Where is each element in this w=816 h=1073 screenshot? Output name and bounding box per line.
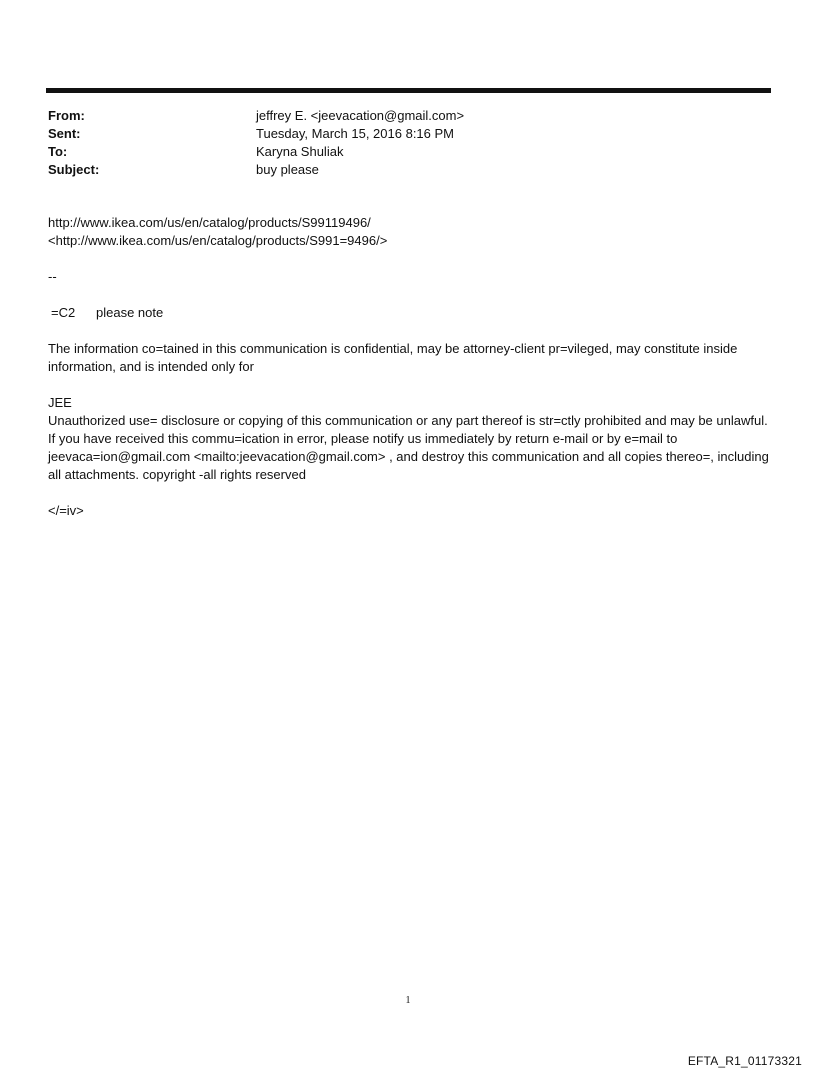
note-line — [48, 304, 772, 322]
note-prefix: =C2 — [51, 305, 76, 320]
to-value: Karyna Shuliak — [256, 144, 344, 159]
unauthorized-paragraph: Unauthorized use= disclosure or copying of this communication or any part thereof is str=ctly prohibited and may be unlawful. If you have received this commu=ication in error, please notify us immediately by return e-mail or by e=mail to jeevaca=ion@gmail.com <mailto:jeevacation@gmail.com> , and destroy this communication and all copies thereo=, including all attachments. copyright -all rights reserved — [48, 413, 769, 482]
email-body — [48, 214, 772, 520]
sent-row — [48, 125, 464, 143]
sent-label: Sent: — [48, 126, 81, 141]
closing-tag: </=iv> — [48, 503, 84, 518]
subject-row — [48, 161, 464, 179]
url-line-1: http://www.ikea.com/us/en/catalog/products/S99119496/ — [48, 215, 371, 230]
separator: -- — [48, 269, 57, 284]
from-label: From: — [48, 108, 85, 123]
note-text: please note — [96, 305, 164, 320]
to-label: To: — [48, 144, 68, 159]
from-value: jeffrey E. <jeevacation@gmail.com> — [256, 108, 465, 123]
subject-label: Subject: — [48, 162, 100, 177]
bates-stamp: EFTA_R1_01173321 — [687, 1054, 802, 1068]
signature: JEE — [48, 395, 72, 410]
confidential-paragraph: The information co=tained in this communication is confidential, may be attorney-client pr=vileged, may constitute inside information, and is intended only for — [48, 341, 738, 374]
to-row — [48, 143, 464, 161]
url-line-2: <http://www.ikea.com/us/en/catalog/products/S991=9496/> — [48, 233, 388, 248]
header-divider — [46, 88, 771, 93]
sent-value: Tuesday, March 15, 2016 8:16 PM — [256, 126, 454, 141]
page-number: 1 — [405, 995, 411, 1006]
from-row — [48, 107, 464, 125]
subject-value: buy please — [256, 162, 319, 177]
email-header — [48, 107, 464, 179]
